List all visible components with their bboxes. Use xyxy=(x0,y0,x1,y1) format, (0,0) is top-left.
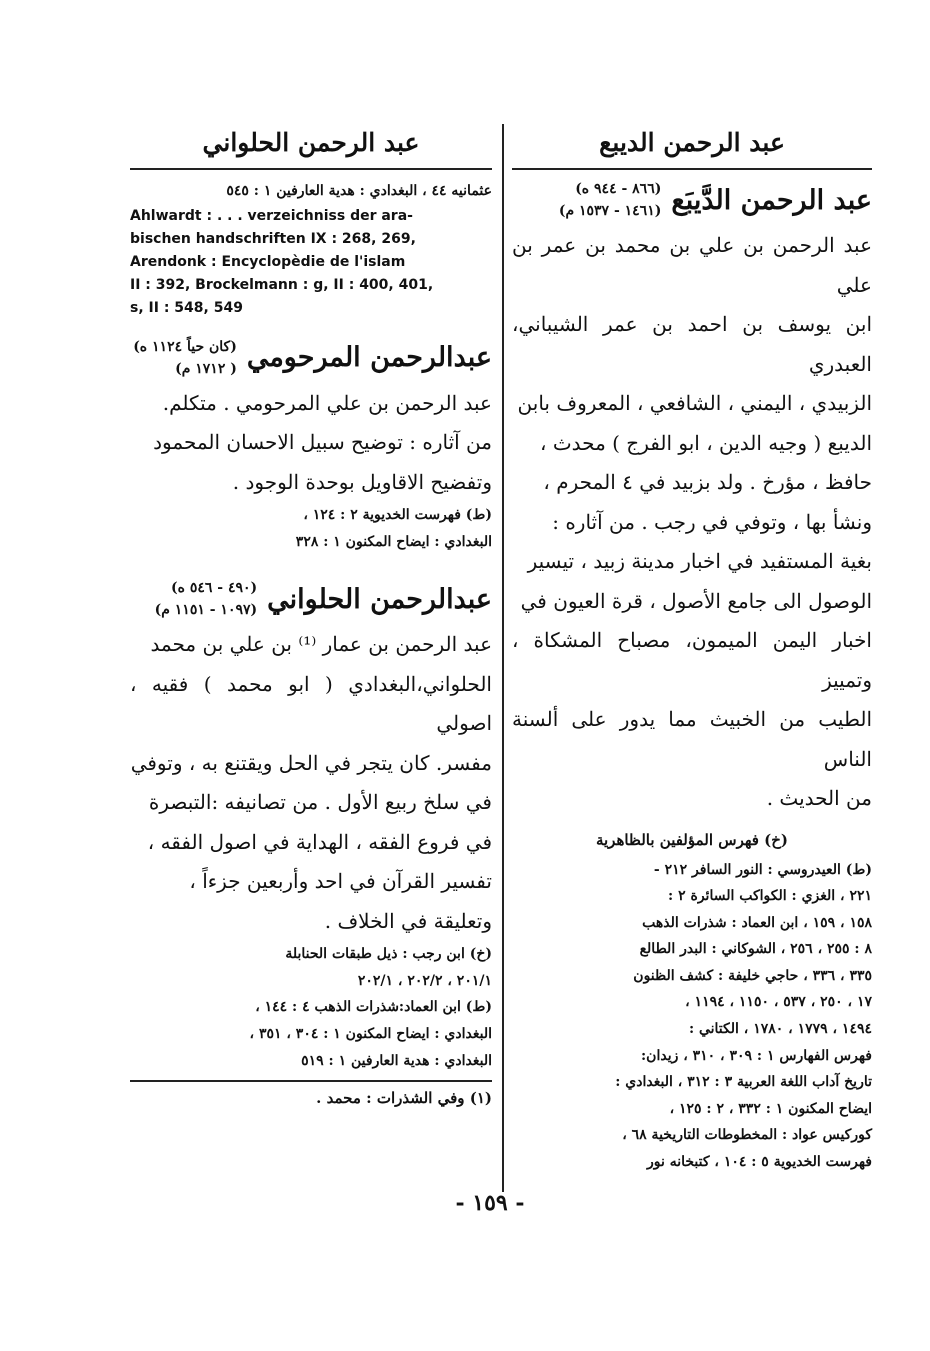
body-line: عبد الرحمن بن علي بن محمد بن عمر بن علي xyxy=(512,233,872,297)
dates-hijri: (كان حياً ١١٢٤ ه) xyxy=(133,338,237,355)
continuation-latin xyxy=(130,205,492,320)
dates-hijri: (٨٦٦ - ٩٤٤ ه) xyxy=(575,181,662,197)
ref-line: ٢٠١/١ ، ٢٠٢/٢ ، ٢٠٢/١ xyxy=(357,972,492,989)
body-line: ابن يوسف بن احمد بن عمر الشيباني، العبدري xyxy=(512,312,872,376)
entry-title: عبدالرحمن الحلواني xyxy=(267,583,492,615)
entry-header-marhumi xyxy=(130,336,492,380)
entry-title: عبد الرحمن الدَّيبَع xyxy=(671,184,872,216)
references xyxy=(512,857,872,1176)
ref-line: (ط) فهرست الخديوية ٢ : ١٢٤ ، xyxy=(303,507,492,524)
ref-line: البغدادي : ايضاح المكنون ١ : ٣٠٤ ، ٣٥١ ، xyxy=(249,1026,492,1043)
body-line: الحلواني،البغدادي ( ابو محمد ) فقيه ، اصولي xyxy=(130,671,492,736)
references xyxy=(130,502,492,555)
body-line: مفسر. كان يتجر في الحل ويقتنع به ، وتوفي xyxy=(130,750,492,775)
entry-dates xyxy=(559,178,662,222)
latin-ref-line: bischen handschriften IX : 268, 269, xyxy=(130,230,416,247)
entry-header-dayba xyxy=(512,178,872,222)
dates-gregorian: (١٠٩٧ - ١١٥١ م) xyxy=(154,602,258,619)
running-head-right: عبد الرحمن الديبع xyxy=(512,118,872,170)
entry-dates xyxy=(155,577,258,621)
ref-line: كوركيس عواد : المخطوطات التاريخية ٦٨ ، xyxy=(622,1127,872,1144)
body-line: عبد الرحمن بن علي المرحومي . متكلم. xyxy=(162,390,492,415)
column-divider xyxy=(502,124,504,1192)
footnote: (١) وفي الشذرات : محمد . xyxy=(316,1089,492,1108)
body-line: في سلخ ربيع الأول . من تصانيفه :التبصرة xyxy=(148,790,492,815)
body-line: عبد الرحمن بن عمار ⁽¹⁾ بن علي بن محمد xyxy=(150,632,492,657)
dates-gregorian: (١٤٦١ - ١٥٣٧ م) xyxy=(558,203,662,219)
entry-body xyxy=(130,384,492,503)
body-line: حافظ ، مؤرخ . ولد بزبيد في ٤ المحرم ، xyxy=(543,470,872,494)
body-line: وتفضيح الاقاويل بوحدة الوجود . xyxy=(232,469,492,494)
entry-dates xyxy=(133,336,237,380)
body-line: اخبار اليمن الميمون، مصباح المشكاة ، وتمييز xyxy=(512,628,872,692)
latin-ref-line: s, II : 548, 549 xyxy=(130,299,243,316)
ref-line: ١٧ ، ٢٥٠ ، ٥٣٧ ، ١١٥٠ ، ١١٩٤ ، xyxy=(685,994,872,1011)
ref-line: ١٥٨ ، ١٥٩ ، ابن العماد : شذرات الذهب xyxy=(642,914,872,931)
footnote-area xyxy=(130,1080,492,1110)
ref-line: البغدادي : ايضاح المكنون ١ : ٣٢٨ xyxy=(295,533,492,550)
ref-line: ١٤٩٤ ، ١٧٧٩ ، ١٧٨٠ ، الكتاني : xyxy=(688,1021,872,1038)
body-line: الطيب من الخبيث مما يدور على ألسنة الناس xyxy=(512,707,872,771)
ref-line: (ط) العيدروسي : النور السافر ٢١٢ - xyxy=(653,861,872,878)
latin-ref-line: Ahlwardt : . . . verzeichniss der ara- xyxy=(130,207,413,224)
body-line: الوصول الى جامع الأصول ، قرة العيون في xyxy=(520,588,872,613)
body-line: من الحديث . xyxy=(766,786,872,810)
body-line: الديبع ( وجيه الدين ، ابو الفرج ) محدث ، xyxy=(540,430,872,455)
body-line: الزبيدي ، اليمني ، الشافعي ، المعروف بابن xyxy=(517,391,872,415)
ref-line: فهرست الخديوية ٥ : ١٠٤ ، كتبخانه نور xyxy=(646,1154,872,1171)
references xyxy=(130,941,492,1074)
sources-heading: (خ) فهرس المؤلفين بالظاهرية xyxy=(595,830,789,849)
body-line: ونشأ بها ، وتوفي في رجب . من آثاره : xyxy=(552,509,872,534)
entry-title: عبدالرحمن المرحومي xyxy=(246,342,492,374)
entry-body xyxy=(512,226,872,819)
left-column xyxy=(130,118,492,1110)
ref-line: (ط) ابن العماد:شذرات الذهب ٤ : ١٤٤ ، xyxy=(255,999,492,1016)
ref-line: فهرس الفهارس ١ : ٣٠٩ ، ٣١٠ ، زيدان: xyxy=(641,1047,872,1064)
latin-ref-line: Arendonk : Encyclopèdie de l'islam xyxy=(130,253,406,270)
body-line: في فروع الفقه ، الهداية في اصول الفقه ، xyxy=(147,829,492,854)
body-line: وتعليقة في الخلاف . xyxy=(324,908,492,933)
ref-line: تاريخ آداب اللغة العربية ٣ : ٣١٢ ، البغدادي : xyxy=(615,1074,872,1091)
ref-line: ٨ : ٢٥٥ ، ٢٥٦ ، الشوكاني : البدر الطالع xyxy=(639,941,872,958)
page-number: - ١٥٩ - xyxy=(455,1190,525,1216)
ref-line: (خ) ابن رجب : ذيل طبقات الحنابلة xyxy=(285,946,492,963)
running-head-left: عبد الرحمن الحلواني xyxy=(130,118,492,170)
body-line: بغية المستفيد في اخبار مدينة زبيد ، تيسير xyxy=(527,549,872,573)
dates-gregorian: ( ١٧١٢ م) xyxy=(175,360,237,377)
ref-line: البغدادي : هدية العارفين ١ : ٥١٩ xyxy=(301,1052,492,1069)
ref-line: ايضاح المكنون ١ : ٣٣٢ ، ٢ : ١٢٥ ، xyxy=(669,1100,872,1117)
latin-ref-line: II : 392, Brockelmann : g, II : 400, 401, xyxy=(130,276,434,293)
dates-hijri: (٤٩٠ - ٥٤٦ ه) xyxy=(170,580,258,597)
body-line: تفسير القرآن في احد وأربعين جزءاً ، xyxy=(189,869,492,894)
continuation-arabic: عثمانيه ٤٤ ، البغدادي : هدية العارفين ١ : ٥٤٥ xyxy=(226,183,492,199)
right-column xyxy=(512,118,872,1176)
entry-header-halwani xyxy=(130,577,492,621)
ref-line: ٢٢١ ، الغزي : الكواكب السائرة ٢ : xyxy=(668,888,872,905)
entry-body xyxy=(130,625,492,941)
ref-line: ٣٣٥ ، ٣٣٦ ، حاجي خليفة : كشف الظنون xyxy=(633,967,872,984)
body-line: من آثاره : توضيح سبيل الاحسان المحمود xyxy=(153,430,492,455)
